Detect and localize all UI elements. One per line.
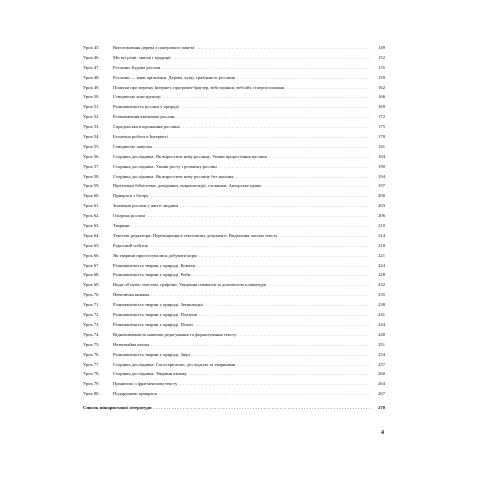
lesson-title: Виготовлення дерева з паперового пакета — [113, 45, 195, 50]
lesson-page: 241 — [371, 310, 385, 320]
toc-entry — [83, 73, 385, 83]
lesson-title: Сторінка дослідника. Спостерігаємо, досліджую за тваринами — [113, 361, 236, 367]
lesson-number: Урок 79. — [83, 381, 100, 387]
toc-entry — [83, 92, 385, 102]
toc-entry — [83, 83, 385, 93]
lesson-number: Урок 70. — [83, 292, 100, 298]
lesson-number: Урок 50. — [83, 94, 100, 100]
lesson-page: 210 — [371, 221, 385, 231]
lesson-number: Урок 75. — [83, 341, 100, 347]
lesson-number: Урок 72. — [83, 312, 100, 318]
lesson-page: 149 — [371, 43, 385, 53]
lesson-title: Різноманітність тварин у природі. Риби — [113, 272, 191, 278]
toc-entry — [83, 270, 385, 280]
toc-entry — [83, 290, 385, 300]
toc-entry — [83, 389, 385, 399]
lesson-title: Сторінка дослідника. Тварини взимку — [113, 371, 188, 377]
lesson-number: Урок 53. — [83, 124, 100, 130]
leader-dots — [113, 191, 371, 201]
lesson-number: Урок 51. — [83, 104, 100, 110]
toc-entry — [83, 310, 385, 320]
lesson-number: Урок 78. — [83, 371, 100, 377]
lesson-title: Текстові редактори. Переміщення в текстовому документі. Виділення частин тексту — [113, 232, 278, 238]
toc-entry — [83, 231, 385, 241]
lesson-number: Урок 60. — [83, 193, 100, 199]
lesson-number: Урок 76. — [83, 351, 100, 357]
toc-entry — [83, 360, 385, 370]
lesson-title: Значення рослин у житті людини — [113, 203, 178, 209]
lesson-title: Види об'єктів: текстові, графічні. Уведення символів за допомогою клавіатури — [113, 282, 267, 288]
lesson-title: Подарункові прикраси — [113, 391, 158, 397]
lesson-page: 152 — [371, 53, 385, 63]
bibliography-title: Список використаної літератури — [83, 405, 152, 411]
toc-entry — [83, 142, 385, 152]
toc-entry — [83, 350, 385, 360]
lesson-page: 172 — [371, 112, 385, 122]
toc-entry — [83, 221, 385, 231]
toc-entry — [83, 340, 385, 350]
toc-entry — [83, 152, 385, 162]
leader-dots — [113, 221, 371, 231]
lesson-page: 214 — [371, 231, 385, 241]
lesson-page: 155 — [371, 63, 385, 73]
lesson-number: Урок 68. — [83, 272, 100, 278]
lesson-page: 162 — [371, 83, 385, 93]
page-number: 4 — [381, 430, 384, 436]
lesson-page: 254 — [371, 350, 385, 360]
lesson-page: 251 — [371, 340, 385, 350]
lesson-page: 257 — [371, 360, 385, 370]
toc-entry — [83, 251, 385, 261]
lesson-number: Урок 73. — [83, 321, 100, 327]
lesson-title: Різноманітність рослин у природі — [113, 104, 179, 110]
lesson-title: Відновлюваність навичок редагування та форматування тексту — [113, 331, 237, 337]
lesson-number: Урок 47. — [83, 64, 100, 70]
toc-entry — [83, 181, 385, 191]
toc-entry — [83, 112, 385, 122]
lesson-title: Рослини. Будова рослин — [113, 64, 161, 70]
lesson-title: Різноманітність тварин у природі. Плазуни — [113, 312, 198, 318]
lesson-number: Урок 59. — [83, 183, 100, 189]
lesson-page: 203 — [371, 201, 385, 211]
lesson-number: Урок 58. — [83, 173, 100, 179]
lesson-page: 232 — [371, 280, 385, 290]
lesson-number: Урок 71. — [83, 302, 100, 308]
lesson-title: Сарадонська іподомашня рослина — [113, 124, 180, 130]
lesson-page: 218 — [371, 241, 385, 251]
toc-entry — [83, 43, 385, 53]
lesson-title: Як тварини пристосувалися добувати корм — [113, 252, 197, 258]
leader-dots — [113, 340, 371, 350]
lesson-page: 190 — [371, 162, 385, 172]
lesson-number: Урок 49. — [83, 84, 100, 90]
toc-entry — [83, 320, 385, 330]
lesson-number: Урок 56. — [83, 153, 100, 159]
lesson-title: Сторінка дослідника. Як виростити нову рослину. Умови проростання насіння — [113, 153, 267, 159]
toc-entry — [83, 201, 385, 211]
bibliography-entry — [83, 403, 385, 413]
lesson-page: 244 — [371, 320, 385, 330]
lesson-number: Урок 67. — [83, 262, 100, 268]
lesson-title: Працюємо з фрагментами тексту — [113, 381, 178, 387]
lesson-page: 248 — [371, 330, 385, 340]
lesson-title: Невеличка книжка — [113, 292, 150, 298]
lesson-page: 178 — [371, 132, 385, 142]
lesson-number: Урок 45. — [83, 45, 100, 50]
toc-entry — [83, 241, 385, 251]
toc-entry — [83, 369, 385, 379]
lesson-title: Охорона рослин — [113, 213, 145, 219]
lesson-page: 184 — [371, 152, 385, 162]
toc-entry — [83, 162, 385, 172]
lesson-number: Урок 80. — [83, 391, 100, 397]
lesson-number: Урок 48. — [83, 74, 100, 80]
lesson-title: Незвичайна квітка — [113, 341, 150, 347]
toc-entry — [83, 379, 385, 389]
lesson-page: 197 — [371, 181, 385, 191]
lesson-page: 228 — [371, 270, 385, 280]
lesson-number: Урок 52. — [83, 114, 100, 120]
lesson-title: Створюємо конструктор — [113, 94, 161, 100]
lesson-page: 260 — [371, 369, 385, 379]
lesson-title: Різноманітність тварин у природі. Птахи — [113, 321, 193, 327]
lesson-number: Урок 63. — [83, 223, 100, 229]
toc-entry — [83, 53, 385, 63]
lesson-number: Урок 77. — [83, 361, 100, 367]
lesson-number: Урок 69. — [83, 282, 100, 288]
lesson-page: 224 — [371, 261, 385, 271]
toc-entry — [83, 280, 385, 290]
bibliography-page: 270 — [371, 403, 385, 413]
lesson-title: Сторінка дослідника. Як виростити нову рослину без насіння — [113, 173, 234, 179]
lesson-page: 166 — [371, 92, 385, 102]
lesson-number: Урок 57. — [83, 163, 100, 169]
toc-entry — [83, 132, 385, 142]
toc-entry — [83, 102, 385, 112]
lesson-title: Різноманітність тварин у природі. Комахи — [113, 262, 196, 268]
lesson-page: 159 — [371, 73, 385, 83]
lesson-page: 181 — [371, 142, 385, 152]
toc-entry — [83, 330, 385, 340]
leader-dots — [113, 211, 371, 221]
leader-dots — [113, 241, 371, 251]
lesson-title: Рослини — живі організми. Дерева, кущі, трав'янисті рослини — [113, 74, 236, 80]
lesson-page: 267 — [371, 389, 385, 399]
lesson-title: Різноманітність тварин у природі. Земноводні — [113, 302, 203, 308]
lesson-title: Сторінка дослідника. Умови росту і розвитку рослин — [113, 163, 217, 169]
toc-entry — [83, 261, 385, 271]
toc-entry — [83, 122, 385, 132]
lesson-number: Урок 61. — [83, 203, 100, 209]
lesson-number: Урок 66. — [83, 252, 100, 258]
lesson-title: Віртуальні бібліотеки, довідники, енциклопедії, словники. Авторське право — [113, 183, 262, 189]
lesson-page: 235 — [371, 290, 385, 300]
table-of-contents — [83, 43, 385, 413]
lesson-title: Пошуки про мережу Інтернет, програми-браузер, вебсторінки, вебсайт, гіперпосилання — [113, 84, 285, 90]
lesson-page: 221 — [371, 251, 385, 261]
lesson-page: 238 — [371, 300, 385, 310]
toc-entry — [83, 63, 385, 73]
lesson-title: Прикраси з бісеру — [113, 193, 149, 199]
toc-entry — [83, 211, 385, 221]
lesson-number: Урок 55. — [83, 143, 100, 149]
lesson-page: 200 — [371, 191, 385, 201]
lesson-title: Ми всі різні: звичаї і традиції — [113, 54, 171, 60]
lesson-page: 264 — [371, 379, 385, 389]
lesson-number: Урок 62. — [83, 213, 100, 219]
toc-entry — [83, 300, 385, 310]
lesson-number: Урок 46. — [83, 54, 100, 60]
lesson-number: Урок 74. — [83, 331, 100, 337]
lesson-title: Розмноження квіткових рослин — [113, 114, 175, 120]
lesson-title: Створюємо павучка — [113, 143, 152, 149]
lesson-title: Безпечна робота в Інтернеті — [113, 134, 168, 140]
leader-dots — [113, 290, 371, 300]
lesson-number: Урок 64. — [83, 232, 100, 238]
lesson-number: Урок 65. — [83, 242, 100, 248]
lesson-title: Тварини — [113, 223, 130, 229]
lesson-page: 175 — [371, 122, 385, 132]
lesson-number: Урок 54. — [83, 134, 100, 140]
lesson-page: 194 — [371, 172, 385, 182]
toc-entry — [83, 191, 385, 201]
toc-entry — [83, 172, 385, 182]
lesson-page: 206 — [371, 211, 385, 221]
lesson-page: 169 — [371, 102, 385, 112]
lesson-title: Рідкісний чобіток — [113, 242, 148, 248]
lesson-title: Різноманітність тварин у природі. Звірі — [113, 351, 190, 357]
